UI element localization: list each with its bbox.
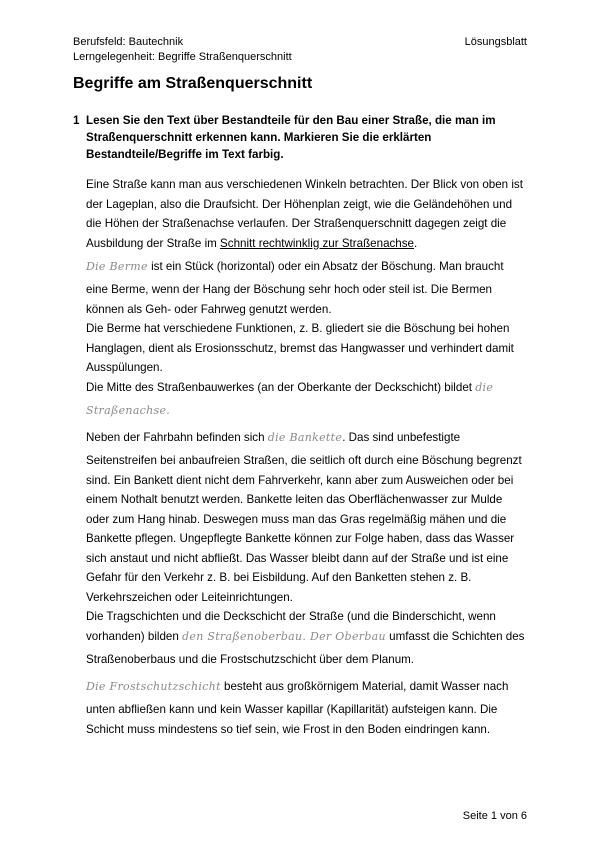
paragraph-7-line1 <box>86 673 526 700</box>
paragraph-4-text: Die Mitte des Straßenbauwerkes (an der Oberkante der Deckschicht) bildet <box>86 380 476 394</box>
paragraph-4 <box>86 378 526 398</box>
page-title: Begriffe am Straßenquerschnitt <box>73 75 313 92</box>
text-body <box>86 175 526 739</box>
handwritten-mark-bankette: die Bankette <box>267 431 343 444</box>
header-field: Berufsfeld: Bautechnik <box>73 36 184 48</box>
paragraph-7-text: besteht aus großkörnigem Material, damit Wasser nach <box>220 680 509 693</box>
task-1 <box>73 112 543 163</box>
paragraph-5-rest: Seitenstreifen bei anbaufreien Straßen, die seitlich oft durch eine Böschung begrenzt sind. Ein Bankett dient nicht dem Fahrverkehr, kann aber zum Ausweichen oder bei einem Nothalt benutzt werden. Bankette leiten das Oberflächenwasser zur Mulde oder zum Hang hinab. Deswegen muss man das Gras regelmäßig mähen und die Bankette pflegen. Ungepflegte Bankette können zur Folge haben, dass das Wasser sich anstaut und nicht abfließt. Das Wasser bleibt dann auf der Straße und ist eine Gefahr für den Verkehr z. B. bei Eisbildung. Auf den Banketten stehen z. B. Verkehrszeichen oder Leiteinrichtungen. <box>86 454 522 604</box>
paragraph-6-text-end: umfasst die Schichten des <box>385 629 525 643</box>
paragraph-5-line1 <box>86 424 526 451</box>
paragraph-6 <box>86 607 526 646</box>
paragraph-2-text: ist ein Stück (horizontal) oder ein Absatz der Böschung. Man braucht <box>147 260 504 273</box>
page-number: Seite 1 von 6 <box>462 810 527 822</box>
paragraph-1-end: . <box>414 236 418 250</box>
header-left <box>73 35 527 65</box>
paragraph-5-text-end: . Das sind unbefestigte <box>342 431 461 444</box>
handwritten-mark-oberbau: den Straßenoberbau. Der Oberbau <box>182 629 386 643</box>
paragraph-7-rest: unten abfließen kann und kein Wasser kapillar (Kapillarität) aufsteigen kann. Die Schicht muss mindestens so tief sein, wie Frost in den Boden eindringen kann. <box>86 703 498 736</box>
handwritten-mark-die: die <box>475 380 494 394</box>
page-header <box>73 35 527 65</box>
handwritten-mark-frostschutzschicht: Die Frostschutzschicht <box>86 680 221 693</box>
paragraph-2-line1 <box>86 253 526 280</box>
header-solution-sheet: Lösungsblatt <box>464 36 527 48</box>
paragraph-1 <box>86 175 526 253</box>
task-instruction: Lesen Sie den Text über Bestandteile für den Bau einer Straße, die man im Straßenquerschnitt erkennen kann. Markieren Sie die erklärten Bestandteile/Begriffe im Text farbig. <box>86 114 496 161</box>
task-number: 1 <box>73 114 80 127</box>
paragraph-6-line2: Straßenoberbaus und die Frostschutzschicht über dem Planum. <box>86 653 415 666</box>
paragraph-1-text: Eine Straße kann man aus verschiedenen Winkeln betrachten. Der Blick von oben ist der Lageplan, also die Draufsicht. Der Höhenplan zeigt, wie die Geländehöhen und die Höhen der Straßenachse verlaufen. Der Straßenquerschnitt dagegen zeigt die Ausbildung der Straße im <box>86 178 523 250</box>
paragraph-4-line2 <box>86 397 526 424</box>
handwritten-mark-berme: Die Berme <box>86 260 148 273</box>
paragraph-6-text: Die Tragschichten und die Deckschicht der Straße (und die Binderschicht, wenn vorhanden) bilden <box>86 610 496 643</box>
paragraph-3: Die Berme hat verschiedene Funktionen, z. B. gliedert sie die Böschung bei hohen Hanglagen, dient als Erosionsschutz, bremst das Hangwasser und verhindert damit Ausspülungen. <box>86 322 514 374</box>
paragraph-5-text: Neben der Fahrbahn befinden sich <box>86 431 268 444</box>
header-topic: Lerngelegenheit: Begriffe Straßenquerschnitt <box>73 51 292 63</box>
paragraph-2-rest: eine Berme, wenn der Hang der Böschung sehr hoch oder steil ist. Die Bermen können als Geh- oder Fahrweg genutzt werden. <box>86 283 492 316</box>
underlined-phrase: Schnitt rechtwinklig zur Straßenachse <box>220 236 415 250</box>
handwritten-mark-strassenachse: Straßenachse. <box>86 404 171 417</box>
